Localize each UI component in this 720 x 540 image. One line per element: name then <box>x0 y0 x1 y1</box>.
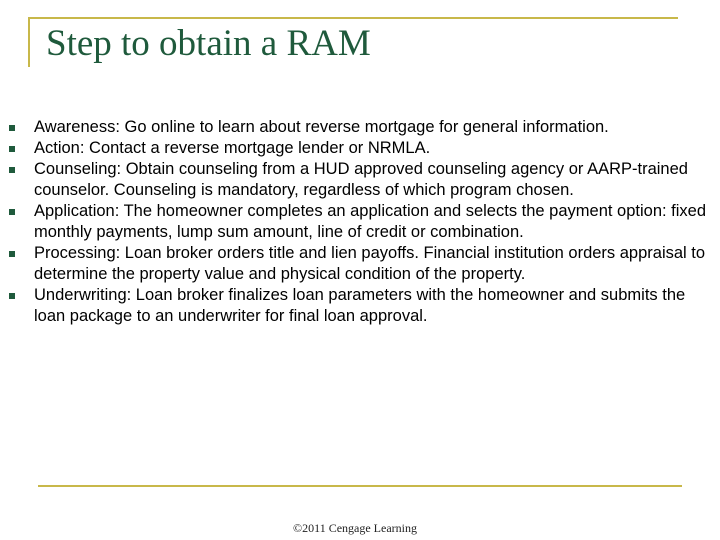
title-rule-top <box>28 17 678 19</box>
slide-title: Step to obtain a RAM <box>46 23 371 64</box>
bullet-application <box>0 201 720 243</box>
square-bullet-icon <box>9 146 15 152</box>
bullet-awareness <box>0 117 720 138</box>
square-bullet-icon <box>9 209 15 215</box>
bullet-text: Processing: Loan broker orders title and lien payoffs. Financial institution orders appraisal to determine the property value and physical condition of the property. <box>34 244 706 283</box>
bullet-text: Application: The homeowner completes an application and selects the payment option: fixed monthly payments, lump sum amount, line of credit or combination. <box>34 202 707 241</box>
bullet-text: Counseling: Obtain counseling from a HUD approved counseling agency or AARP-trained counselor. Counseling is mandatory, regardless of which program chosen. <box>34 160 688 199</box>
title-rule-left <box>28 17 30 67</box>
copyright-footer: ©2011 Cengage Learning <box>293 521 417 535</box>
square-bullet-icon <box>9 125 15 131</box>
bullet-text: Action: Contact a reverse mortgage lender or NRMLA. <box>34 139 431 157</box>
bullet-counseling <box>0 159 720 201</box>
footer-rule <box>38 485 682 487</box>
bullet-text: Awareness: Go online to learn about reverse mortgage for general information. <box>34 118 609 136</box>
bullet-text: Underwriting: Loan broker finalizes loan parameters with the homeowner and submits the loan package to an underwriter for final loan approval. <box>34 286 686 325</box>
square-bullet-icon <box>9 167 15 173</box>
square-bullet-icon <box>9 251 15 257</box>
bullet-processing <box>0 243 720 285</box>
bullet-underwriting <box>0 285 720 327</box>
bullet-action <box>0 138 720 159</box>
bullet-list <box>0 117 720 327</box>
square-bullet-icon <box>9 293 15 299</box>
